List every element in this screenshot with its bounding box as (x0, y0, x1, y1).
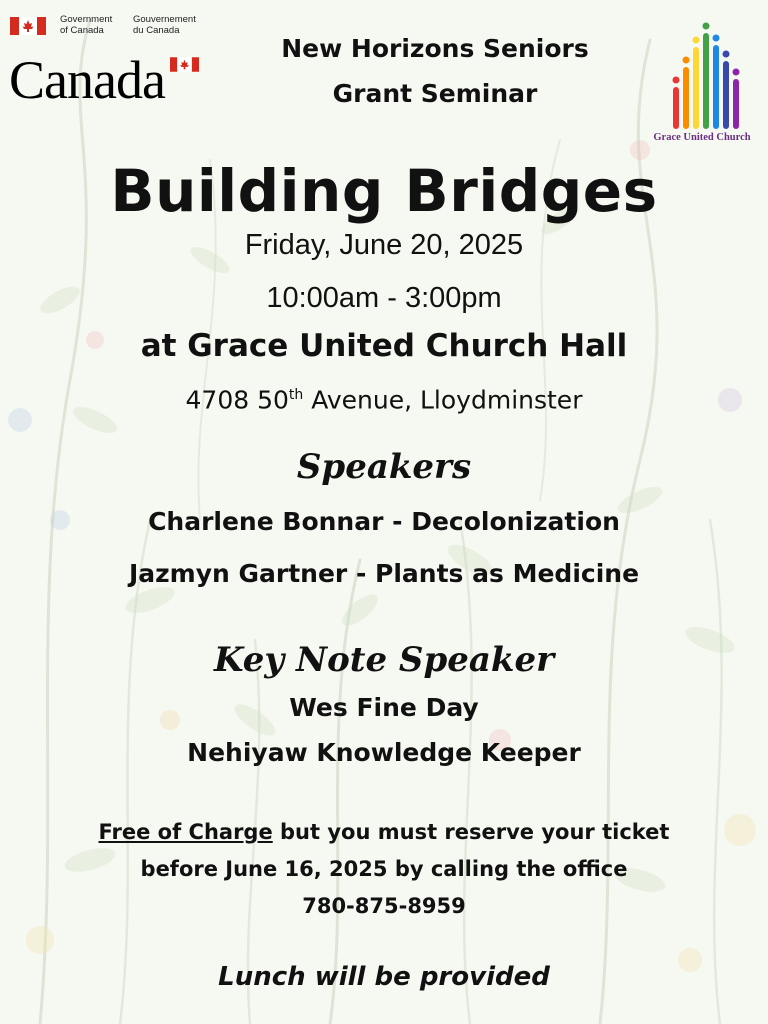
program-name: New Horizons Seniors (281, 34, 589, 63)
lunch-note: Lunch will be provided (218, 962, 550, 992)
speakers-heading: Speakers (296, 447, 472, 487)
address-ordinal-suffix: th (288, 387, 304, 403)
gov-fr-line1: Gouvernement (133, 14, 196, 25)
canada-wordmark: Canada (9, 50, 165, 110)
event-address (0, 380, 768, 415)
free-of-charge-label: Free of Charge (98, 820, 273, 844)
address-street-city: Avenue, Lloydminster (303, 385, 583, 415)
keynote-role: Nehiyaw Knowledge Keeper (187, 738, 581, 767)
office-phone: 780-875-8959 (302, 894, 466, 918)
gov-french-label (133, 14, 196, 36)
gov-en-line2: of Canada (60, 25, 104, 36)
canada-flag-icon (10, 17, 46, 35)
event-venue: at Grace United Church Hall (140, 328, 628, 364)
gov-en-line1: Government (60, 14, 113, 25)
registration-line1 (0, 820, 768, 844)
grace-united-church-logo-icon (668, 18, 748, 134)
keynote-name: Wes Fine Day (289, 693, 479, 722)
reserve-ticket-text: but you must reserve your ticket (272, 820, 670, 844)
program-subtitle: Grant Seminar (332, 79, 538, 108)
registration-line2: before June 16, 2025 by calling the office (140, 857, 628, 881)
event-time: 10:00am - 3:00pm (266, 282, 502, 314)
address-number: 4708 50 (185, 385, 289, 415)
gov-fr-line2: du Canada (133, 25, 180, 36)
keynote-heading: Key Note Speaker (213, 640, 555, 680)
canada-wordmark-flag-icon (170, 57, 199, 72)
speaker-item: Charlene Bonnar - Decolonization (148, 507, 620, 536)
grace-united-church-logo-text: Grace United Church (653, 132, 751, 143)
event-title: Building Bridges (110, 157, 658, 225)
speaker-item: Jazmyn Gartner - Plants as Medicine (128, 559, 640, 588)
gov-english-label (60, 14, 112, 36)
event-date: Friday, June 20, 2025 (244, 229, 524, 261)
